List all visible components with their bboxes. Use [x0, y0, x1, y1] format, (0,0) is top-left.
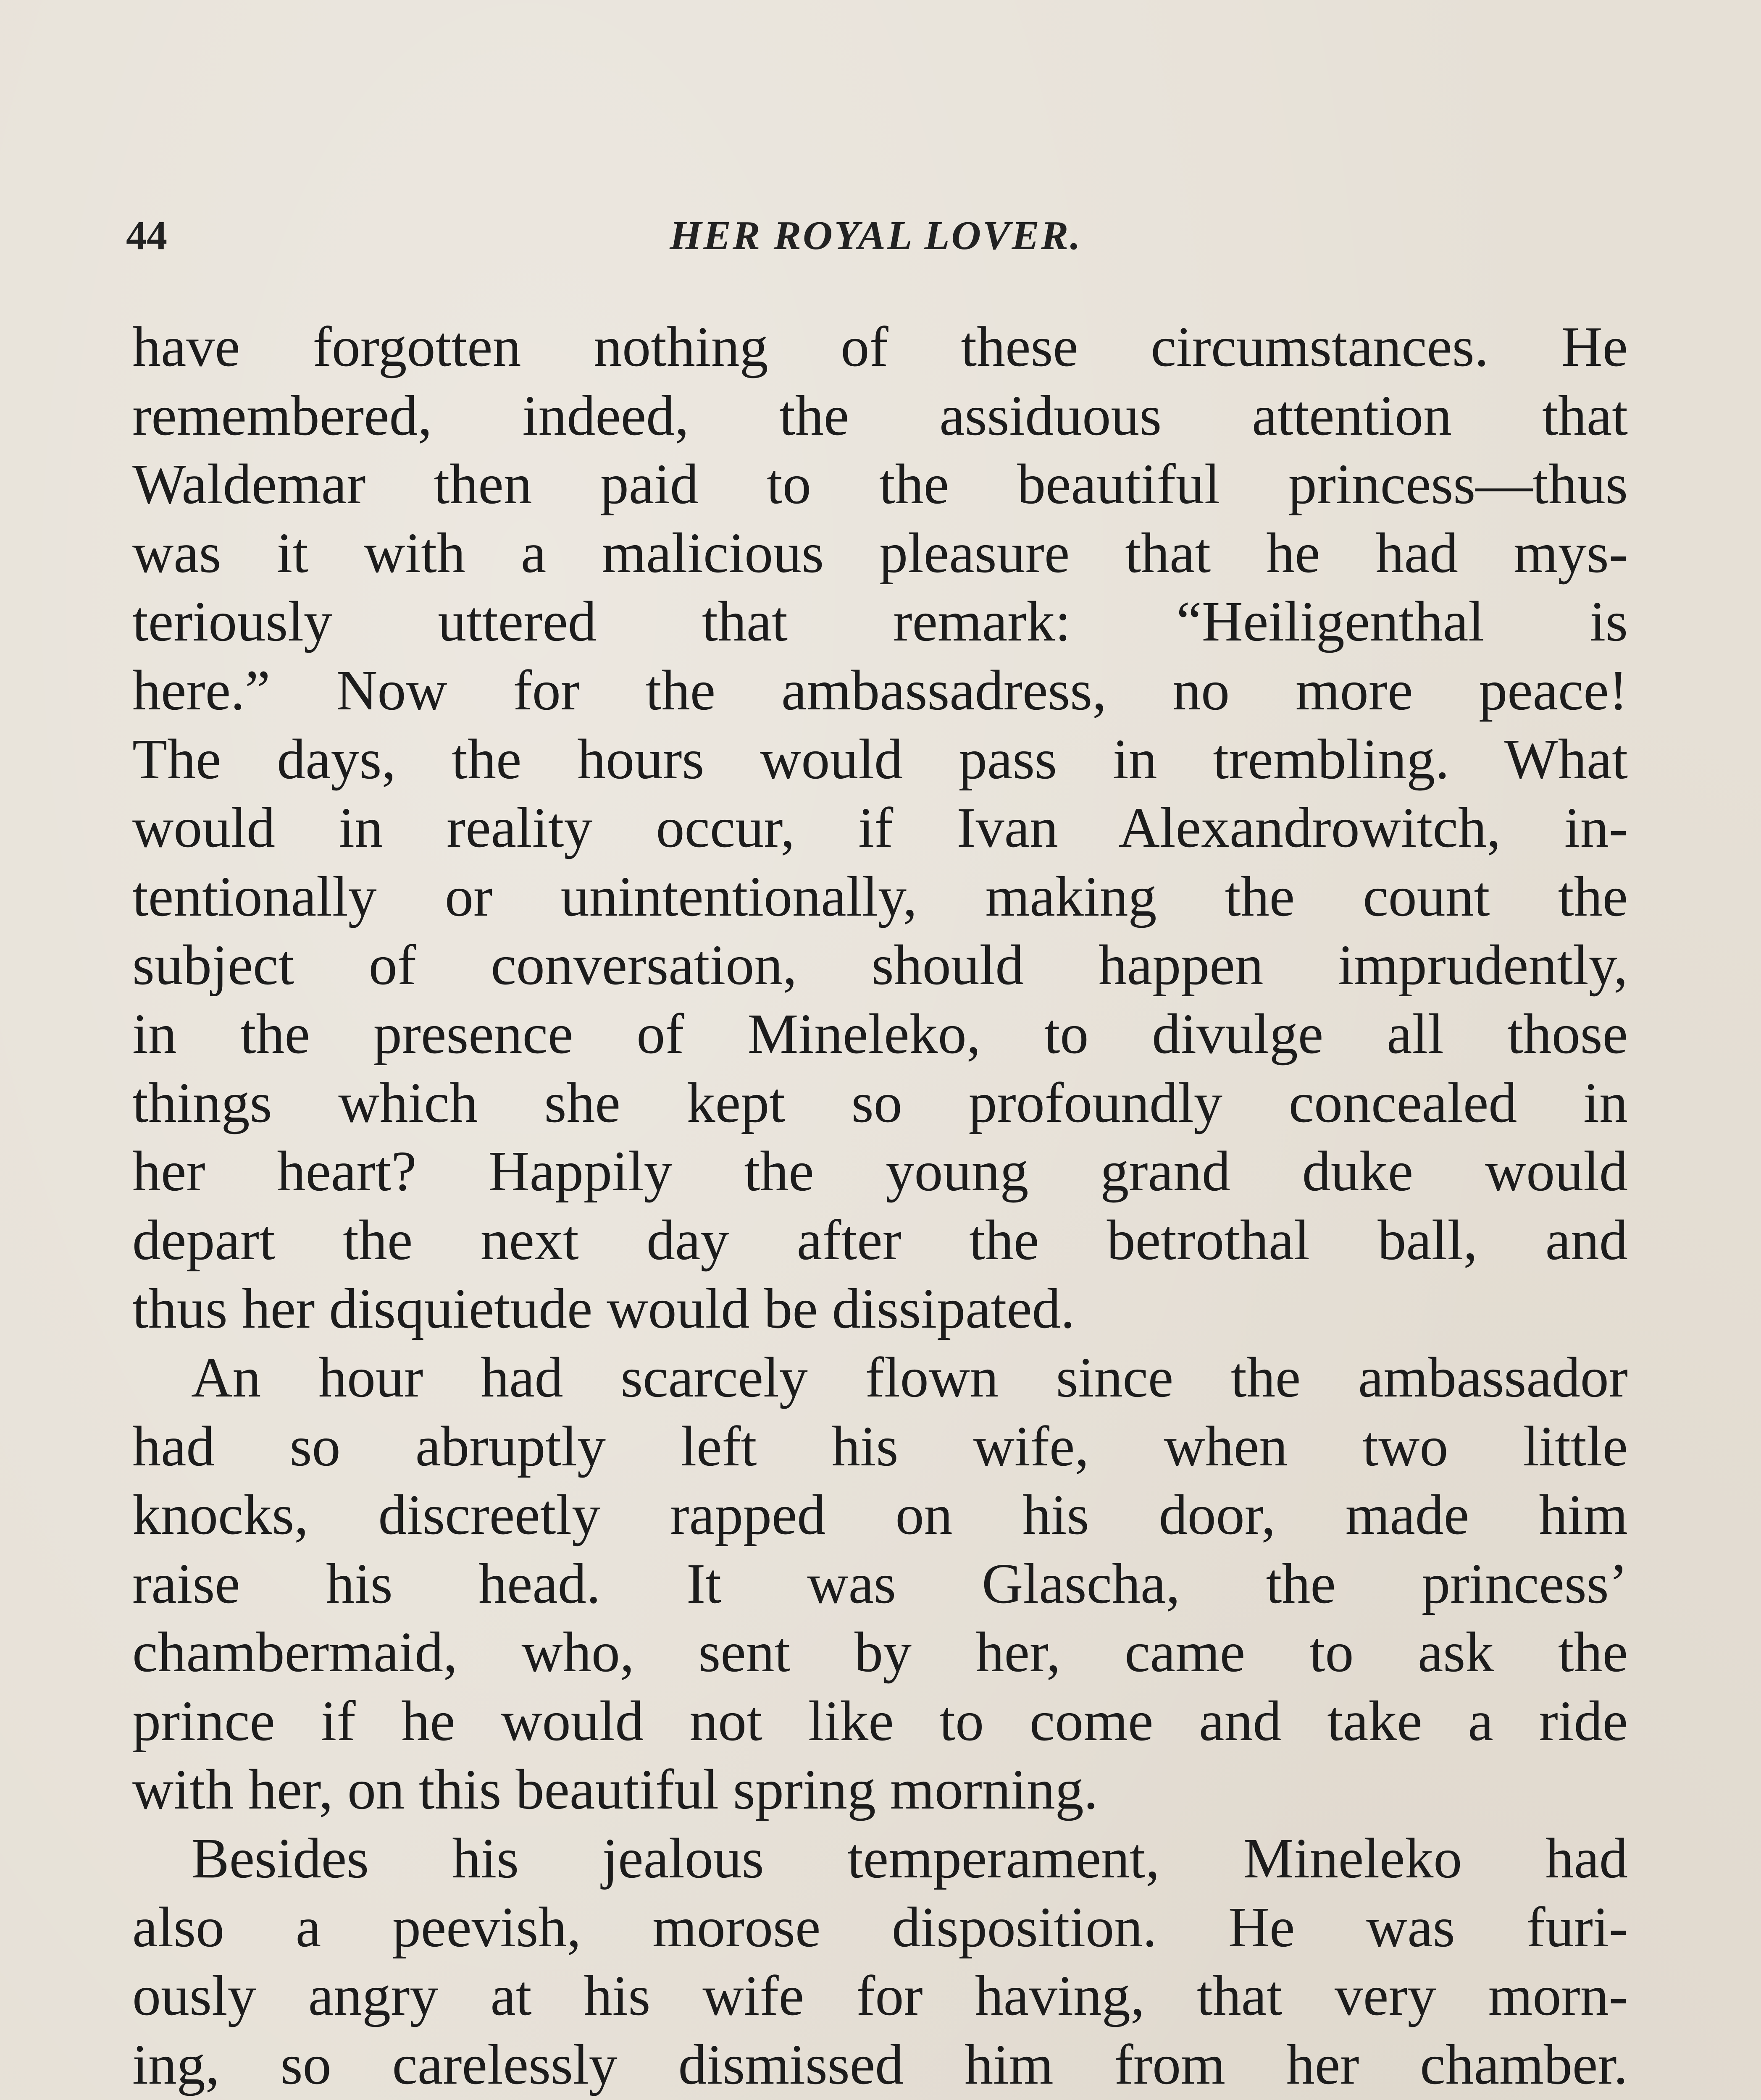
text-line: subject of conversation, should happen imprudently,: [132, 934, 1628, 997]
paragraph: [132, 1344, 1628, 1824]
text-line: Waldemar then paid to the beautiful princess—thus: [132, 453, 1628, 516]
text-line: here.” Now for the ambassadress, no more peace!: [132, 659, 1628, 722]
paragraph: [132, 1824, 1628, 2100]
text-line: chambermaid, who, sent by her, came to ask the: [132, 1621, 1628, 1684]
text-line: would in reality occur, if Ivan Alexandrowitch, in-: [132, 796, 1628, 860]
text-line: have forgotten nothing of these circumstances. He: [132, 315, 1628, 378]
text-line: knocks, discreetly rapped on his door, made him: [132, 1483, 1628, 1547]
text-line: teriously uttered that remark: “Heiligenthal is: [132, 590, 1628, 654]
text-line: The days, the hours would pass in trembling. What: [132, 727, 1628, 791]
text-line: prince if he would not like to come and take a ride: [132, 1689, 1628, 1753]
text-line: with her, on this beautiful spring morning.: [132, 1758, 1098, 1822]
text-line: had so abruptly left his wife, when two little: [132, 1415, 1628, 1478]
text-line: was it with a malicious pleasure that he had mys-: [132, 521, 1628, 585]
running-title: HER ROYAL LOVER.: [670, 213, 1082, 258]
text-line: thus her disquietude would be dissipated.: [132, 1277, 1075, 1341]
text-line: raise his head. It was Glascha, the princess’: [132, 1552, 1628, 1615]
text-line: remembered, indeed, the assiduous attention that: [132, 384, 1628, 447]
text-line: ously angry at his wife for having, that very morn-: [132, 1964, 1628, 2028]
text-line: ing, so carelessly dismissed him from her chamber.: [132, 2033, 1628, 2096]
text-line: in the presence of Mineleko, to divulge all those: [132, 1002, 1628, 1066]
text-line: also a peevish, morose disposition. He was furi-: [132, 1895, 1628, 1959]
page-header: [126, 212, 1626, 271]
body-text: [132, 313, 1628, 2100]
text-line: Besides his jealous temperament, Mineleko had: [191, 1827, 1628, 1890]
text-line: tentionally or unintentionally, making the count the: [132, 865, 1628, 928]
text-line: An hour had scarcely flown since the ambassador: [191, 1346, 1628, 1409]
paragraph: [132, 313, 1628, 1344]
text-line: depart the next day after the betrothal ball, and: [132, 1208, 1628, 1272]
text-line: things which she kept so profoundly concealed in: [132, 1071, 1628, 1134]
text-line: her heart? Happily the young grand duke would: [132, 1140, 1628, 1203]
page-number: 44: [126, 213, 167, 258]
